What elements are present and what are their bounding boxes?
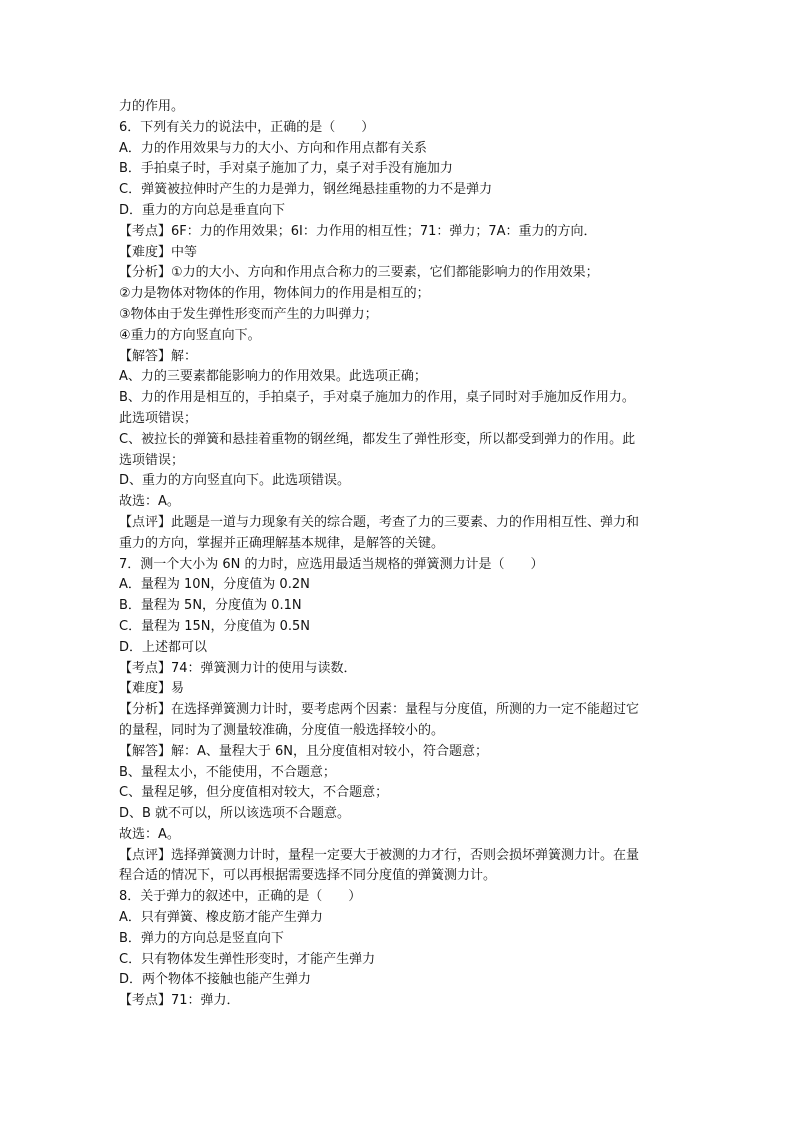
question-6-answer-c: C、被拉长的弹簧和悬挂着重物的钢丝绳，都发生了弹性形变，所以都受到弹力的作用。此	[119, 431, 636, 447]
question-6-stem: 6．下列有关力的说法中，正确的是（ ）	[119, 119, 375, 135]
question-8-option-c: C．只有物体发生弹性形变时，才能产生弹力	[119, 951, 376, 967]
question-6-option-d: D．重力的方向总是垂直向下	[119, 202, 286, 218]
question-7-kaodian: 【考点】74：弹簧测力计的使用与读数．	[119, 660, 357, 676]
question-6-comment-cont: 重力的方向，掌握并正确理解基本规律，是解答的关键。	[119, 535, 445, 551]
question-8-kaodian: 【考点】71：弹力．	[119, 993, 240, 1009]
question-6-answer-d: D、重力的方向竖直向下。此选项错误。	[119, 473, 351, 489]
question-7-choice: 故选：A。	[119, 826, 180, 842]
question-6-answer-b-cont: 此选项错误；	[119, 410, 198, 426]
question-6-analysis-3: ③物体由于发生弹性形变而产生的力叫弹力；	[119, 306, 378, 322]
question-6-option-b: B．手拍桌子时，手对桌子施加了力，桌子对手没有施加力	[119, 161, 453, 177]
question-7-comment: 【点评】选择弹簧测力计时，量程一定要大于被测的力才行，否则会损坏弹簧测力计。在量	[119, 847, 640, 863]
question-6-answer-a: A、力的三要素都能影响力的作用效果。此选项正确；	[119, 369, 427, 385]
question-7-difficulty: 【难度】易	[119, 681, 185, 697]
question-7-stem: 7．测一个大小为 6N 的力时，应选用最适当规格的弹簧测力计是（ ）	[119, 556, 544, 572]
question-7-analysis-cont: 的量程，同时为了测量较准确，分度值一般选择较小的。	[119, 722, 445, 738]
question-7-option-b: B．量程为 5N，分度值为 0.1N	[119, 598, 302, 614]
question-7-answer-c: C、量程足够，但分度值相对较大，不合题意；	[119, 785, 389, 801]
question-6-kaodian: 【考点】6F：力的作用效果；6I：力作用的相互性；71：弹力；7A：重力的方向．	[119, 223, 597, 239]
text-line: 力的作用。	[119, 99, 185, 114]
question-6-option-a: A．力的作用效果与力的大小、方向和作用点都有关系	[119, 140, 427, 156]
question-6-comment: 【点评】此题是一道与力现象有关的综合题，考查了力的三要素、力的作用相互性、弹力和	[119, 514, 640, 530]
question-6-option-c: C．弹簧被拉伸时产生的力是弹力，钢丝绳悬挂重物的力不是弹力	[119, 182, 493, 198]
document-body	[119, 97, 685, 1012]
question-6-analysis-2: ②力是物体对物体的作用，物体间力的作用是相互的；	[119, 286, 430, 302]
question-7-answer-b: B、量程太小，不能使用，不合题意；	[119, 764, 336, 780]
question-6-answer-b: B、力的作用是相互的，手拍桌子，手对桌子施加力的作用，桌子同时对手施加反作用力。	[119, 390, 635, 406]
question-6-answer-c-cont: 选项错误；	[119, 452, 185, 468]
question-8-option-a: A．只有弹簧、橡皮筋才能产生弹力	[119, 910, 323, 926]
question-7-option-c: C．量程为 15N，分度值为 0.5N	[119, 618, 311, 634]
question-6-choice: 故选：A。	[119, 494, 180, 510]
question-7-option-d: D．上述都可以	[119, 639, 208, 655]
question-7-comment-cont: 程合适的情况下，可以再根据需要选择不同分度值的弹簧测力计。	[119, 868, 497, 884]
question-6-analysis-4: ④重力的方向竖直向下。	[119, 327, 261, 343]
question-6-answer-heading: 【解答】解：	[119, 348, 198, 364]
question-6-difficulty: 【难度】中等	[119, 244, 198, 260]
question-6-analysis: 【分析】①力的大小、方向和作用点合称力的三要素，它们都能影响力的作用效果；	[119, 265, 599, 281]
question-8-option-d: D．两个物体不接触也能产生弹力	[119, 972, 312, 988]
question-8-stem: 8．关于弹力的叙述中，正确的是（ ）	[119, 889, 362, 905]
question-7-answer-a: 【解答】解：A、量程大于 6N，且分度值相对较小，符合题意；	[119, 743, 489, 759]
question-7-option-a: A．量程为 10N，分度值为 0.2N	[119, 577, 310, 593]
question-7-analysis: 【分析】在选择弹簧测力计时，要考虑两个因素：量程与分度值，所测的力一定不能超过它	[119, 702, 640, 718]
question-8-option-b: B．弹力的方向总是竖直向下	[119, 930, 284, 946]
question-7-answer-d: D、B 就不可以，所以该选项不合题意。	[119, 806, 351, 822]
